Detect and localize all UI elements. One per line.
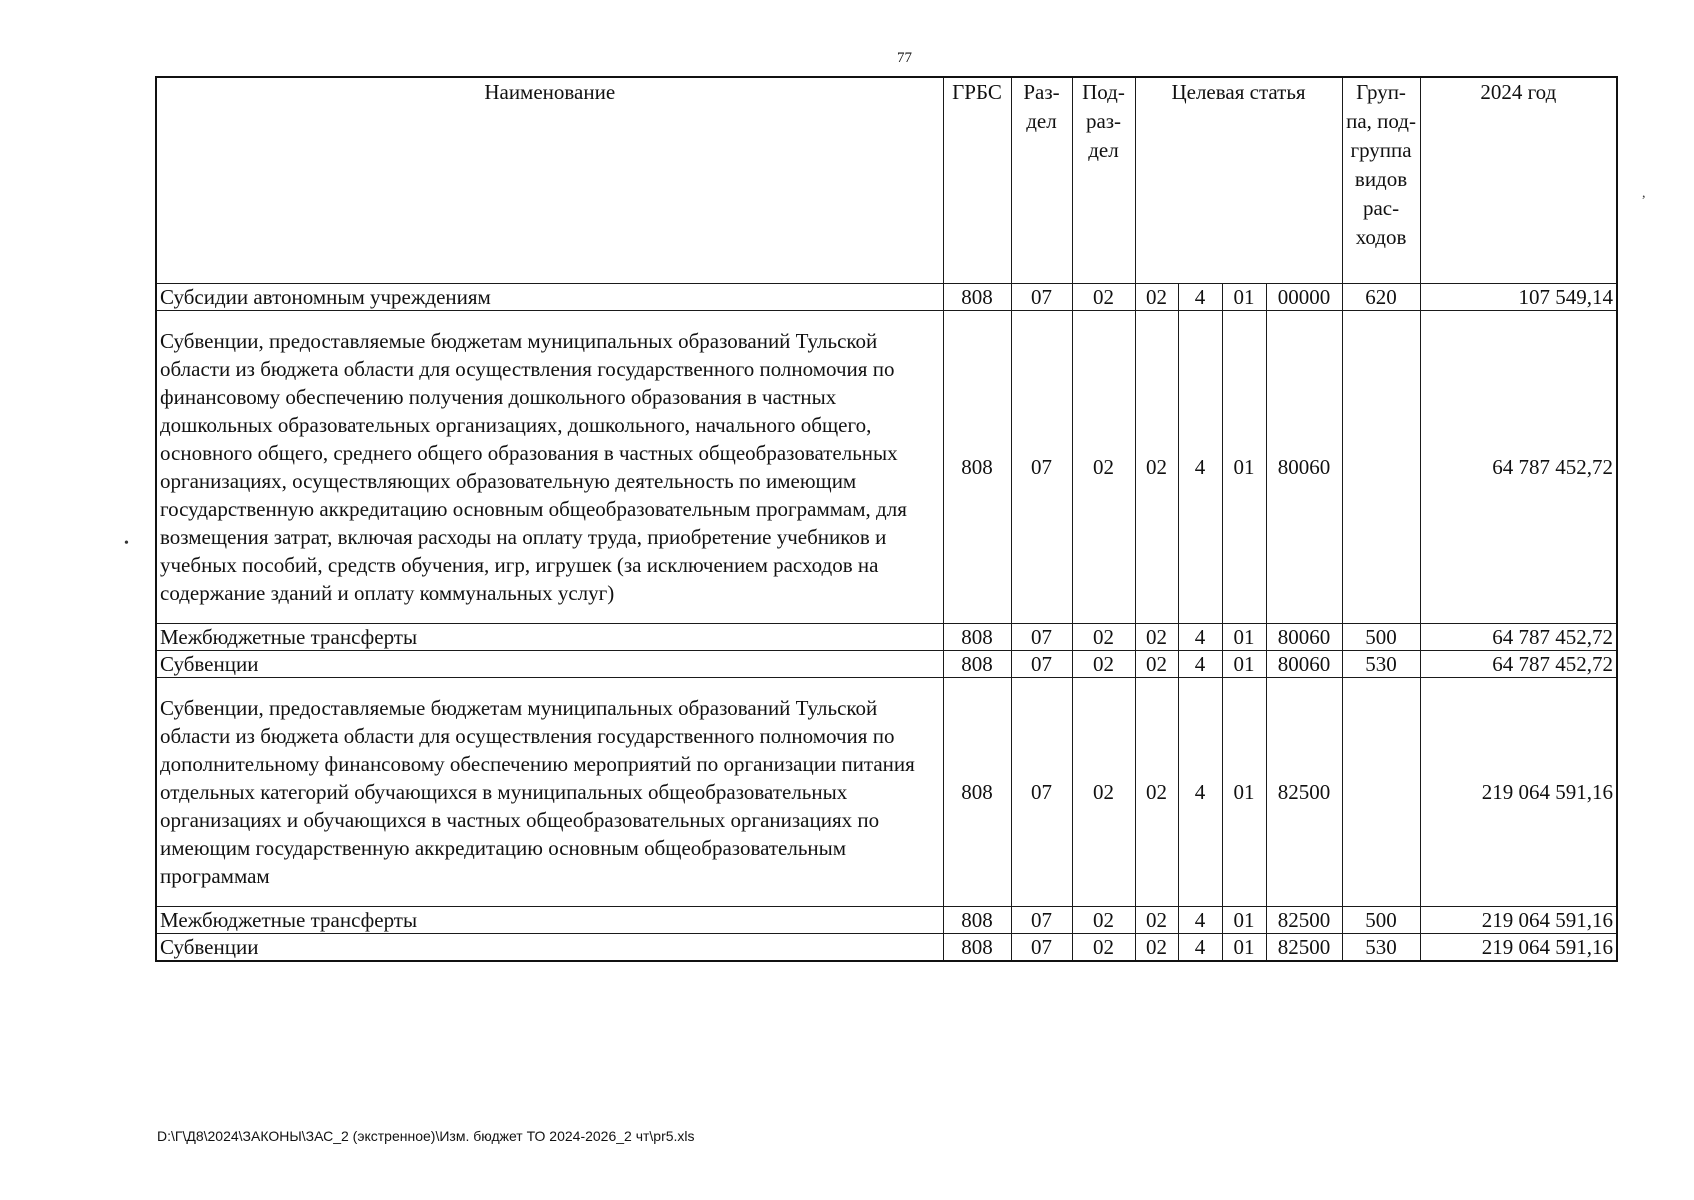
row-amount: 219 064 591,16 — [1420, 677, 1617, 906]
row-target-3: 01 — [1222, 283, 1266, 310]
row-target-2: 4 — [1178, 650, 1222, 677]
row-name: Субвенции, предоставляемые бюджетам муниципальных образований Тульской области из бюджета области для осуществления государственного полномочия по финансовому обеспечению получения дошкольного образования в частных дошкольных образовательных организациях, дошкольного, начального общего, основного общего, среднего общего образования в частных общеобразовательных организациях, осуществляющих образовательную деятельность по имеющим государственную аккредитацию основным общеобразовательным программам, для возмещения затрат, включая расходы на оплату труда, приобретение учебников и учебных пособий, средств обучения, игр, игрушек (за исключением расходов на содержание зданий и оплату коммунальных услуг) — [156, 310, 943, 623]
row-expense-group: 530 — [1342, 933, 1420, 961]
row-target-1: 02 — [1135, 677, 1178, 906]
row-podrazdel: 02 — [1072, 310, 1135, 623]
table-row — [156, 310, 1617, 623]
row-razdel: 07 — [1011, 933, 1072, 961]
row-amount: 107 549,14 — [1420, 283, 1617, 310]
row-target-1: 02 — [1135, 650, 1178, 677]
row-target-1: 02 — [1135, 623, 1178, 650]
row-target-4: 80060 — [1266, 310, 1342, 623]
row-target-2: 4 — [1178, 310, 1222, 623]
row-grbs: 808 — [943, 623, 1011, 650]
row-target-4: 80060 — [1266, 623, 1342, 650]
row-expense-group: 530 — [1342, 650, 1420, 677]
row-razdel: 07 — [1011, 623, 1072, 650]
page-number: 77 — [897, 50, 912, 66]
row-target-1: 02 — [1135, 906, 1178, 933]
row-podrazdel: 02 — [1072, 677, 1135, 906]
footer-file-path: D:\Г\Д8\2024\ЗАКОНЫ\ЗАС_2 (экстренное)\Изм. бюджет ТО 2024-2026_2 чт\pr5.xls — [157, 1128, 695, 1144]
header-razdel: Раз- дел — [1011, 77, 1072, 283]
row-target-3: 01 — [1222, 933, 1266, 961]
row-razdel: 07 — [1011, 677, 1072, 906]
row-expense-group: 620 — [1342, 283, 1420, 310]
table-row — [156, 623, 1617, 650]
row-target-4: 00000 — [1266, 283, 1342, 310]
row-target-4: 82500 — [1266, 933, 1342, 961]
row-name: Субвенции — [156, 650, 943, 677]
header-grbs: ГРБС — [943, 77, 1011, 283]
row-name: Субвенции — [156, 933, 943, 961]
row-expense-group — [1342, 677, 1420, 906]
row-target-3: 01 — [1222, 310, 1266, 623]
row-grbs: 808 — [943, 933, 1011, 961]
row-target-2: 4 — [1178, 933, 1222, 961]
table-row — [156, 677, 1617, 906]
header-podrazdel: Под- раз- дел — [1072, 77, 1135, 283]
table-row — [156, 650, 1617, 677]
row-razdel: 07 — [1011, 283, 1072, 310]
row-razdel: 07 — [1011, 650, 1072, 677]
row-grbs: 808 — [943, 310, 1011, 623]
row-grbs: 808 — [943, 283, 1011, 310]
row-grbs: 808 — [943, 677, 1011, 906]
row-target-3: 01 — [1222, 906, 1266, 933]
row-target-1: 02 — [1135, 283, 1178, 310]
table-row — [156, 906, 1617, 933]
row-target-3: 01 — [1222, 650, 1266, 677]
row-amount: 64 787 452,72 — [1420, 623, 1617, 650]
row-podrazdel: 02 — [1072, 906, 1135, 933]
row-target-1: 02 — [1135, 933, 1178, 961]
row-amount: 64 787 452,72 — [1420, 650, 1617, 677]
scan-mark: , — [1642, 186, 1646, 201]
row-target-2: 4 — [1178, 623, 1222, 650]
header-year-2024: 2024 год — [1420, 77, 1617, 283]
header-name: Наименование — [156, 77, 943, 283]
table-header-row — [156, 77, 1617, 283]
row-target-2: 4 — [1178, 677, 1222, 906]
row-grbs: 808 — [943, 650, 1011, 677]
row-target-3: 01 — [1222, 623, 1266, 650]
row-name: Межбюджетные трансферты — [156, 906, 943, 933]
row-amount: 219 064 591,16 — [1420, 906, 1617, 933]
row-expense-group: 500 — [1342, 623, 1420, 650]
row-podrazdel: 02 — [1072, 933, 1135, 961]
row-target-3: 01 — [1222, 677, 1266, 906]
row-target-1: 02 — [1135, 310, 1178, 623]
table-row — [156, 283, 1617, 310]
row-amount: 219 064 591,16 — [1420, 933, 1617, 961]
row-razdel: 07 — [1011, 310, 1072, 623]
budget-table — [155, 76, 1618, 962]
row-podrazdel: 02 — [1072, 623, 1135, 650]
row-podrazdel: 02 — [1072, 650, 1135, 677]
row-target-4: 82500 — [1266, 677, 1342, 906]
header-target-article: Целевая статья — [1135, 77, 1342, 283]
table-row — [156, 933, 1617, 961]
header-expense-group: Груп- па, под- группа видов рас- ходов — [1342, 77, 1420, 283]
row-expense-group: 500 — [1342, 906, 1420, 933]
row-razdel: 07 — [1011, 906, 1072, 933]
row-expense-group — [1342, 310, 1420, 623]
row-target-2: 4 — [1178, 283, 1222, 310]
row-amount: 64 787 452,72 — [1420, 310, 1617, 623]
row-name: Субсидии автономным учреждениям — [156, 283, 943, 310]
row-target-2: 4 — [1178, 906, 1222, 933]
row-name: Субвенции, предоставляемые бюджетам муниципальных образований Тульской области из бюджета области для осуществления государственного полномочия по дополнительному финансовому обеспечению мероприятий по организации питания отдельных категорий обучающихся в муниципальных общеобразовательных организациях и обучающихся в частных общеобразовательных организациях по имеющим государственную аккредитацию основным общеобразовательным программам — [156, 677, 943, 906]
row-grbs: 808 — [943, 906, 1011, 933]
scan-mark: • — [124, 536, 129, 551]
row-podrazdel: 02 — [1072, 283, 1135, 310]
row-target-4: 80060 — [1266, 650, 1342, 677]
row-name: Межбюджетные трансферты — [156, 623, 943, 650]
row-target-4: 82500 — [1266, 906, 1342, 933]
